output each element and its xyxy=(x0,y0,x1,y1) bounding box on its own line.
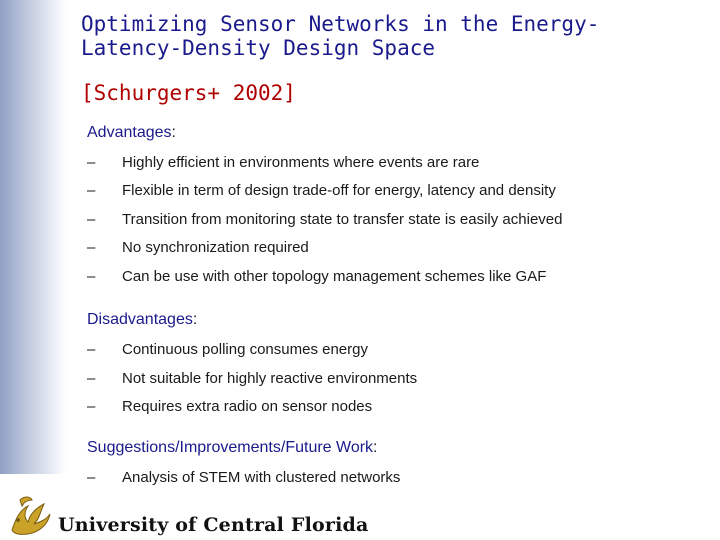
advantage-text: No synchronization required xyxy=(122,239,309,256)
bullet-dash: – xyxy=(87,211,96,228)
advantage-text: Can be use with other topology management schemes like GAF xyxy=(122,268,547,285)
advantage-text: Transition from monitoring state to transfer state is easily achieved xyxy=(122,211,563,228)
disadvantage-text: Requires extra radio on sensor nodes xyxy=(122,398,373,415)
advantage-text: Flexible in term of design trade-off for energy, latency and density xyxy=(122,182,556,199)
slide-title xyxy=(81,12,701,60)
disadvantages-heading: Disadvantages: xyxy=(87,311,198,328)
bullet-dash: – xyxy=(87,182,96,199)
suggestions-heading: Suggestions/Improvements/Future Work: xyxy=(87,439,378,456)
citation: [Schurgers+ 2002] xyxy=(81,81,296,105)
advantages-heading: Advantages: xyxy=(87,124,176,141)
bullet-dash: – xyxy=(87,370,96,387)
university-logo xyxy=(6,490,369,540)
title-line-1: Optimizing Sensor Networks in the Energy- xyxy=(81,12,600,36)
university-name: University of Central Florida xyxy=(58,514,369,536)
bullet-dash: – xyxy=(87,268,96,285)
title-line-2: Latency-Density Design Space xyxy=(81,36,436,60)
pegasus-logo-icon xyxy=(6,490,54,538)
advantage-text: Highly efficient in environments where events are rare xyxy=(122,154,480,171)
disadvantage-text: Not suitable for highly reactive environments xyxy=(122,370,418,387)
suggestion-text: Analysis of STEM with clustered networks xyxy=(122,469,401,486)
bullet-dash: – xyxy=(87,469,96,486)
disadvantage-text: Continuous polling consumes energy xyxy=(122,341,368,358)
bullet-dash: – xyxy=(87,398,96,415)
bullet-dash: – xyxy=(87,239,96,256)
bullet-dash: – xyxy=(87,341,96,358)
left-gradient-bar xyxy=(0,0,66,474)
bullet-dash: – xyxy=(87,154,96,171)
